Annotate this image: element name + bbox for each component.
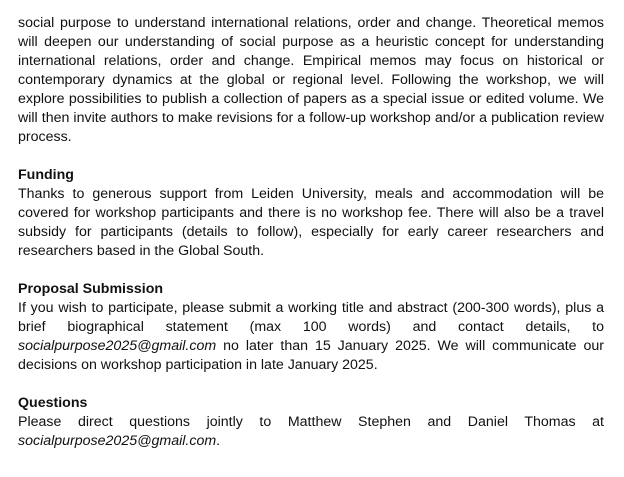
funding-section: [18, 166, 604, 261]
funding-heading: Funding: [18, 167, 74, 183]
proposal-heading: Proposal Submission: [18, 281, 164, 297]
questions-section: [18, 394, 604, 451]
proposal-text-before: If you wish to participate, please submit a working title and abstract (200-300 words), plus a brief biographical statement (max 100 words) and contact details, to: [18, 300, 604, 335]
questions-email-link[interactable]: socialpurpose2025@gmail.com: [18, 433, 217, 449]
questions-paragraph: [18, 413, 604, 451]
proposal-section: [18, 280, 604, 375]
questions-text-before: Please direct questions jointly to Matthew Stephen and Daniel Thomas at: [18, 414, 604, 430]
questions-heading: Questions: [18, 395, 88, 411]
proposal-text-after: no later than 15 January 2025. We will communicate our decisions on workshop participation in late January 2025.: [18, 338, 604, 373]
funding-paragraph: Thanks to generous support from Leiden University, meals and accommodation will be covered for workshop participants and there is no workshop fee. There will also be a travel subsidy for participants (details to follow), especially for early career researchers and researchers based in the Global South.: [18, 186, 604, 259]
questions-text-after: .: [216, 433, 221, 449]
intro-paragraph: social purpose to understand international relations, order and change. Theoretical memos will deepen our understanding of social purpose as a heuristic concept for understanding international relations, order and change. Empirical memos may focus on historical or contemporary dynamics at the global or regional level. Following the workshop, we will explore possibilities to publish a collection of papers as a special issue or edited volume. We will then invite authors to make revisions for a follow-up workshop and/or a publication review process.: [18, 15, 604, 145]
proposal-email-link[interactable]: socialpurpose2025@gmail.com: [18, 338, 217, 354]
proposal-paragraph: [18, 299, 604, 375]
